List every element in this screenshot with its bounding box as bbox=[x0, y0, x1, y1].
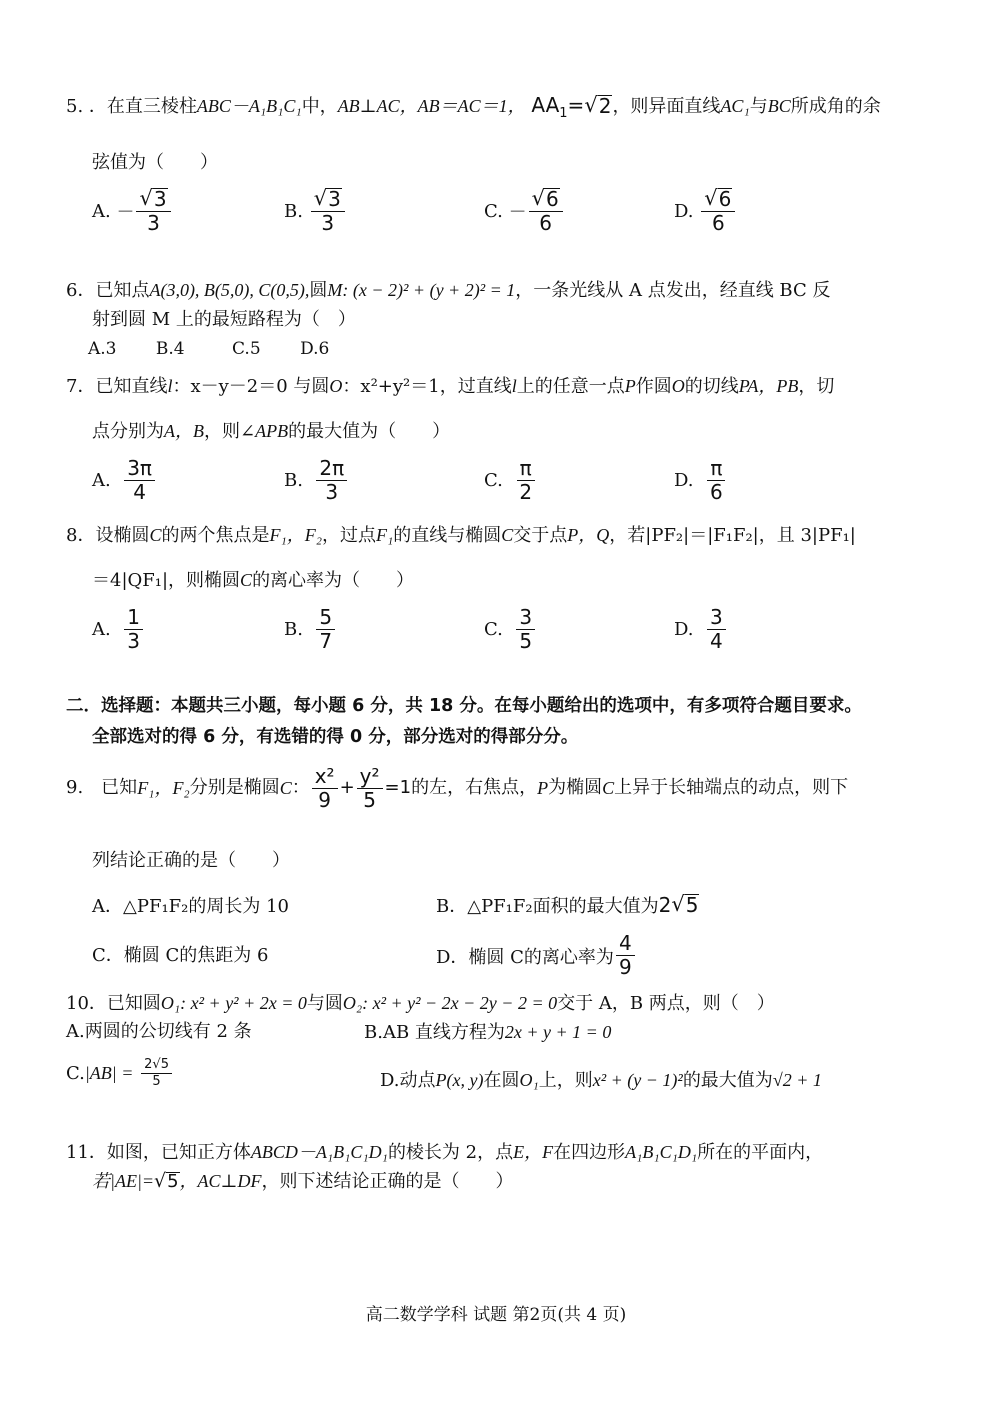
option-fraction bbox=[707, 607, 726, 652]
q10-option-d-text: 在圆 bbox=[483, 1070, 520, 1091]
fraction-numerator: 2√5 bbox=[141, 1058, 172, 1074]
fraction-numerator: 3π bbox=[124, 458, 155, 481]
option-label: A. bbox=[92, 470, 111, 491]
fraction-denominator: 5 bbox=[519, 629, 533, 653]
q9-text: 分别是椭圆 bbox=[189, 777, 280, 799]
q5-aa1-sub: 1 bbox=[559, 106, 568, 121]
q10-circle-o2: O₂: x² + y² − 2x − 2y − 2 = 0 bbox=[342, 993, 558, 1013]
q5-text: ，则异面直线 bbox=[612, 96, 721, 117]
q7-points-ab: A，B bbox=[164, 421, 204, 441]
q7-angle: APB bbox=[255, 421, 289, 441]
option-label: B. bbox=[284, 470, 303, 491]
fraction-numerator: 4 bbox=[616, 933, 635, 956]
fraction-numerator: 3 bbox=[153, 187, 167, 211]
q11-text: 的棱长为 2，点 bbox=[387, 1142, 514, 1163]
fraction-denominator: 7 bbox=[319, 629, 333, 653]
q11-text: 所在的平面内， bbox=[697, 1142, 824, 1163]
q9-plus: + bbox=[339, 777, 355, 799]
fraction-denominator: 4 bbox=[709, 629, 723, 653]
q10-option-d-text: 的最大值为 bbox=[682, 1070, 773, 1091]
q7-line-l: l bbox=[167, 376, 173, 396]
fraction-numerator: 3 bbox=[328, 187, 341, 211]
q5-sqrt2-arg: 2 bbox=[598, 94, 612, 118]
q11-perpendicular: ，AC⊥DF bbox=[179, 1171, 262, 1191]
option-label: B. bbox=[284, 619, 303, 640]
fraction-denominator: 4 bbox=[133, 480, 146, 504]
fraction-denominator: 5 bbox=[363, 788, 376, 812]
q11-sqrt5-arg: 5 bbox=[167, 1171, 179, 1192]
option-fraction: √ 6 6 bbox=[529, 188, 563, 234]
q10-option-d-text: D.动点 bbox=[380, 1070, 436, 1091]
fraction-denominator: 3 bbox=[325, 480, 339, 504]
q6-line1 bbox=[66, 279, 830, 303]
q9-option-b-coef: 2 bbox=[658, 893, 672, 917]
fraction-denominator: 3 bbox=[127, 629, 140, 653]
q5-condition: AB⊥AC，AB＝AC＝1， bbox=[337, 96, 526, 116]
q7-text: 上的任意一点 bbox=[516, 376, 625, 397]
fraction-numerator: x² bbox=[312, 766, 338, 789]
option-label: D. bbox=[674, 470, 694, 491]
q8-option-c bbox=[484, 607, 537, 652]
q7-circle-o: O bbox=[671, 376, 685, 396]
q6-option-d: D.6 bbox=[300, 339, 330, 359]
q9-foci: F₁，F₂ bbox=[137, 778, 190, 799]
q8-text: 的直线与椭圆 bbox=[393, 525, 502, 546]
q7-text: 的切线 bbox=[684, 376, 739, 397]
fraction-numerator: 6 bbox=[545, 187, 559, 211]
fraction-numerator: 1 bbox=[124, 607, 143, 630]
q7-text: ，则∠ bbox=[204, 421, 256, 442]
q8-text: ，若|PF₂|＝|F₁F₂|，且 3|PF₁| bbox=[609, 525, 856, 546]
option-fraction bbox=[707, 458, 726, 503]
option-label: A. bbox=[92, 200, 111, 222]
q7-text: ，切 bbox=[798, 376, 835, 397]
q10-option-d-point: P(x, y) bbox=[435, 1070, 484, 1090]
q5-aa1 bbox=[531, 93, 612, 121]
q7-text: 作圆 bbox=[635, 376, 672, 397]
q9-option-b-sqrt-arg: 5 bbox=[685, 893, 699, 917]
q5-text: 与 bbox=[749, 96, 768, 117]
option-label: C. bbox=[484, 470, 503, 491]
q11-text: 11．如图，已知正方体 bbox=[66, 1142, 251, 1163]
option-fraction bbox=[516, 458, 535, 503]
q5-bc: BC bbox=[767, 96, 791, 116]
q10-option-b-eq: 2x + y + 1 = 0 bbox=[504, 1022, 612, 1042]
option-fraction bbox=[316, 607, 335, 652]
q10-circle-o1: O₁: x² + y² + 2x = 0 bbox=[160, 993, 307, 1013]
fraction-numerator: 6 bbox=[718, 187, 732, 211]
q10-option-b bbox=[364, 1021, 611, 1045]
section2-heading: 二．选择题：本题共三小题，每小题 6 分，共 18 分。在每小题给出的选项中，有多项符合题目要求。 bbox=[66, 696, 862, 716]
q8-option-a bbox=[92, 607, 145, 652]
q5-text: 所成角的余 bbox=[790, 96, 881, 117]
q11-cube: ABCD－A₁B₁C₁D₁ bbox=[250, 1142, 388, 1162]
q7-circle-o: O bbox=[329, 376, 343, 396]
option-fraction bbox=[124, 458, 155, 503]
q9-option-d bbox=[436, 933, 637, 978]
q11-line2 bbox=[92, 1170, 513, 1194]
q9-point-p: P bbox=[537, 778, 549, 799]
option-label: D. bbox=[674, 619, 694, 640]
q10-text: 与圆 bbox=[306, 993, 343, 1014]
fraction-denominator: 3 bbox=[321, 211, 335, 235]
option-fraction bbox=[316, 458, 347, 503]
q7-line-l: l bbox=[511, 376, 517, 396]
q10-option-d-text: 上，则 bbox=[538, 1070, 593, 1091]
q6-circle-eq: M: (x − 2)² + (y + 2)² = 1 bbox=[327, 280, 516, 300]
q9-option-b-text: B．△PF₁F₂面积的最大值为 bbox=[436, 896, 659, 917]
option-label: A. bbox=[92, 619, 111, 640]
q8-ellipse-c: C bbox=[501, 525, 514, 545]
q7-line2 bbox=[92, 420, 450, 444]
q5-text: ．在直三棱柱 bbox=[88, 96, 197, 117]
q10-line1 bbox=[66, 992, 775, 1016]
q5-ac1: AC₁ bbox=[720, 96, 750, 116]
q9-colon: ： bbox=[291, 777, 310, 799]
q9-line1 bbox=[66, 766, 848, 811]
q6-points: A(3,0), B(5,0), C(0,5), bbox=[149, 280, 310, 300]
q5-option-d bbox=[674, 188, 737, 234]
q7-text: ：x－y－2＝0 与圆 bbox=[172, 376, 330, 397]
q11-face: A₁B₁C₁D₁ bbox=[625, 1142, 698, 1162]
page-footer: 高二数学学科 试题 第2页(共 4 页) bbox=[365, 1305, 627, 1325]
option-sign: － bbox=[508, 202, 527, 223]
q11-sqrt5: √ 5 bbox=[154, 1170, 179, 1192]
q9-option-d-fraction bbox=[616, 933, 635, 978]
q5-option-b bbox=[284, 188, 347, 234]
q9-text: 的左，右焦点， bbox=[411, 777, 538, 799]
q7-option-b bbox=[284, 458, 349, 503]
q10-text: 交于 A，B 两点，则（ ） bbox=[557, 993, 775, 1014]
option-fraction: √ 3 3 bbox=[136, 188, 170, 234]
fraction-denominator: 6 bbox=[539, 211, 553, 235]
q5-option-a bbox=[92, 188, 173, 234]
q9-option-b bbox=[436, 892, 699, 918]
q6-option-a: A.3 bbox=[88, 339, 117, 359]
q9-x-fraction bbox=[312, 766, 338, 811]
q10-option-d bbox=[380, 1069, 822, 1093]
q8-ellipse-c: C bbox=[240, 570, 253, 590]
q9-option-b-sqrt: √ 5 bbox=[671, 892, 699, 917]
q6-option-b: B.4 bbox=[155, 339, 185, 359]
q11-condition: 若|AE|= bbox=[92, 1171, 155, 1191]
fraction-numerator: π bbox=[707, 458, 725, 481]
q9-text: 9. 已知 bbox=[66, 777, 138, 799]
q8-text: 交于点 bbox=[513, 525, 568, 546]
q10-option-d-o1: O₁ bbox=[519, 1070, 539, 1090]
q10-option-b-text: B.AB 直线方程为 bbox=[364, 1022, 505, 1043]
fraction-numerator: π bbox=[517, 458, 535, 481]
q6-text: 6．已知点 bbox=[66, 280, 150, 301]
q7-text: 7．已知直线 bbox=[66, 376, 168, 397]
q5-sqrt2: √ 2 bbox=[584, 93, 612, 118]
q5-prism: ABC－A₁B₁C₁ bbox=[196, 96, 302, 116]
q9-option-c: C．椭圆 C的焦距为 6 bbox=[92, 945, 269, 966]
q7-text: ：x²+y²＝1，过直线 bbox=[342, 376, 512, 397]
fraction-numerator: 2π bbox=[316, 458, 347, 481]
q6-text: 圆 bbox=[309, 280, 328, 301]
section2-rules: 全部选对的得 6 分，有选错的得 0 分，部分选对的得部分分。 bbox=[92, 727, 579, 747]
q7-option-a bbox=[92, 458, 157, 503]
fraction-numerator: 3 bbox=[516, 607, 535, 630]
q8-line2 bbox=[92, 569, 414, 593]
fraction-denominator: 9 bbox=[318, 788, 332, 812]
q8-text: 的两个焦点是 bbox=[161, 525, 270, 546]
q6-line2: 射到圆 M 上的最短路程为（ ） bbox=[92, 309, 356, 330]
q10-option-c-fraction bbox=[141, 1058, 172, 1088]
q6-text: ，一条光线从 A 点发出，经直线 BC 反 bbox=[515, 280, 831, 301]
q10-option-c-expr: |AB| = bbox=[84, 1062, 134, 1083]
q10-text: 10．已知圆 bbox=[66, 993, 161, 1014]
q8-text: 的离心率为（ ） bbox=[252, 570, 415, 591]
option-label: D. bbox=[674, 200, 694, 222]
q9-ellipse-c: C bbox=[602, 778, 615, 799]
fraction-numerator: 5 bbox=[316, 607, 335, 630]
fraction-numerator: y² bbox=[357, 766, 383, 789]
q8-points: P，Q bbox=[567, 525, 610, 545]
q9-equals-one: =1 bbox=[384, 777, 412, 799]
fraction-denominator: 3 bbox=[147, 211, 160, 235]
q10-option-c-label: C. bbox=[66, 1062, 85, 1084]
q9-option-d-text: D．椭圆 C的离心率为 bbox=[436, 946, 614, 968]
q7-line1 bbox=[66, 375, 834, 399]
q9-text: 为椭圆 bbox=[548, 777, 603, 799]
q8-text: ＝4|QF₁|，则椭圆 bbox=[92, 570, 241, 591]
q11-line1 bbox=[66, 1141, 823, 1165]
q10-option-c bbox=[66, 1058, 174, 1088]
q8-option-b bbox=[284, 607, 337, 652]
q9-line2: 列结论正确的是（ ） bbox=[92, 850, 290, 871]
option-fraction bbox=[124, 607, 143, 652]
q8-text: ，过点 bbox=[321, 525, 376, 546]
option-fraction bbox=[516, 607, 535, 652]
fraction-denominator: 2 bbox=[519, 480, 533, 504]
q7-text: 的最大值为（ ） bbox=[288, 421, 451, 442]
q9-option-a: A．△PF₁F₂的周长为 10 bbox=[92, 896, 289, 917]
q7-point-p: P bbox=[624, 376, 636, 396]
q9-text: 上异于长轴端点的动点，则下 bbox=[614, 777, 849, 799]
q5-line2: 弦值为（ ） bbox=[92, 152, 218, 173]
q8-text: 8．设椭圆 bbox=[66, 525, 150, 546]
q10-option-a: A.两圆的公切线有 2 条 bbox=[66, 1021, 252, 1042]
q5-number: 5. bbox=[66, 96, 84, 117]
q11-points: E，F bbox=[513, 1142, 554, 1162]
q7-tangents: PA，PB bbox=[738, 376, 799, 396]
q6-option-c: C.5 bbox=[232, 339, 261, 359]
option-fraction: √ 3 3 bbox=[311, 188, 345, 234]
q5-aa1-main: AA bbox=[531, 93, 560, 117]
q8-ellipse-c: C bbox=[149, 525, 162, 545]
q5-line1 bbox=[66, 93, 881, 122]
q10-option-d-value: √2 + 1 bbox=[772, 1070, 822, 1090]
option-label: C. bbox=[484, 200, 503, 222]
q11-text: ，则下述结论正确的是（ ） bbox=[261, 1171, 514, 1192]
q11-text: 在四边形 bbox=[553, 1142, 626, 1163]
fraction-denominator: 6 bbox=[711, 211, 725, 235]
q6-options bbox=[88, 339, 329, 360]
fraction-denominator: 5 bbox=[152, 1073, 161, 1089]
q8-foci: F₁，F₂ bbox=[269, 525, 322, 545]
q7-option-d bbox=[674, 458, 728, 503]
q5-option-c bbox=[484, 188, 565, 234]
q5-equals: = bbox=[567, 93, 585, 117]
option-fraction: √ 6 6 bbox=[701, 188, 735, 234]
fraction-denominator: 9 bbox=[618, 955, 632, 979]
q9-y-fraction bbox=[357, 766, 383, 811]
q7-option-c bbox=[484, 458, 537, 503]
q7-text: 点分别为 bbox=[92, 421, 164, 442]
q5-text: 中， bbox=[301, 96, 338, 117]
q8-line1 bbox=[66, 524, 856, 548]
option-sign: － bbox=[116, 202, 135, 223]
option-label: C. bbox=[484, 619, 503, 640]
fraction-denominator: 6 bbox=[709, 480, 723, 504]
fraction-numerator: 3 bbox=[707, 607, 726, 630]
q8-focus-f1: F₁ bbox=[375, 525, 394, 545]
option-label: B. bbox=[284, 200, 303, 222]
q10-option-d-expr: x² + (y − 1)² bbox=[592, 1070, 683, 1090]
q8-option-d bbox=[674, 607, 728, 652]
q9-ellipse-c: C bbox=[279, 778, 292, 799]
